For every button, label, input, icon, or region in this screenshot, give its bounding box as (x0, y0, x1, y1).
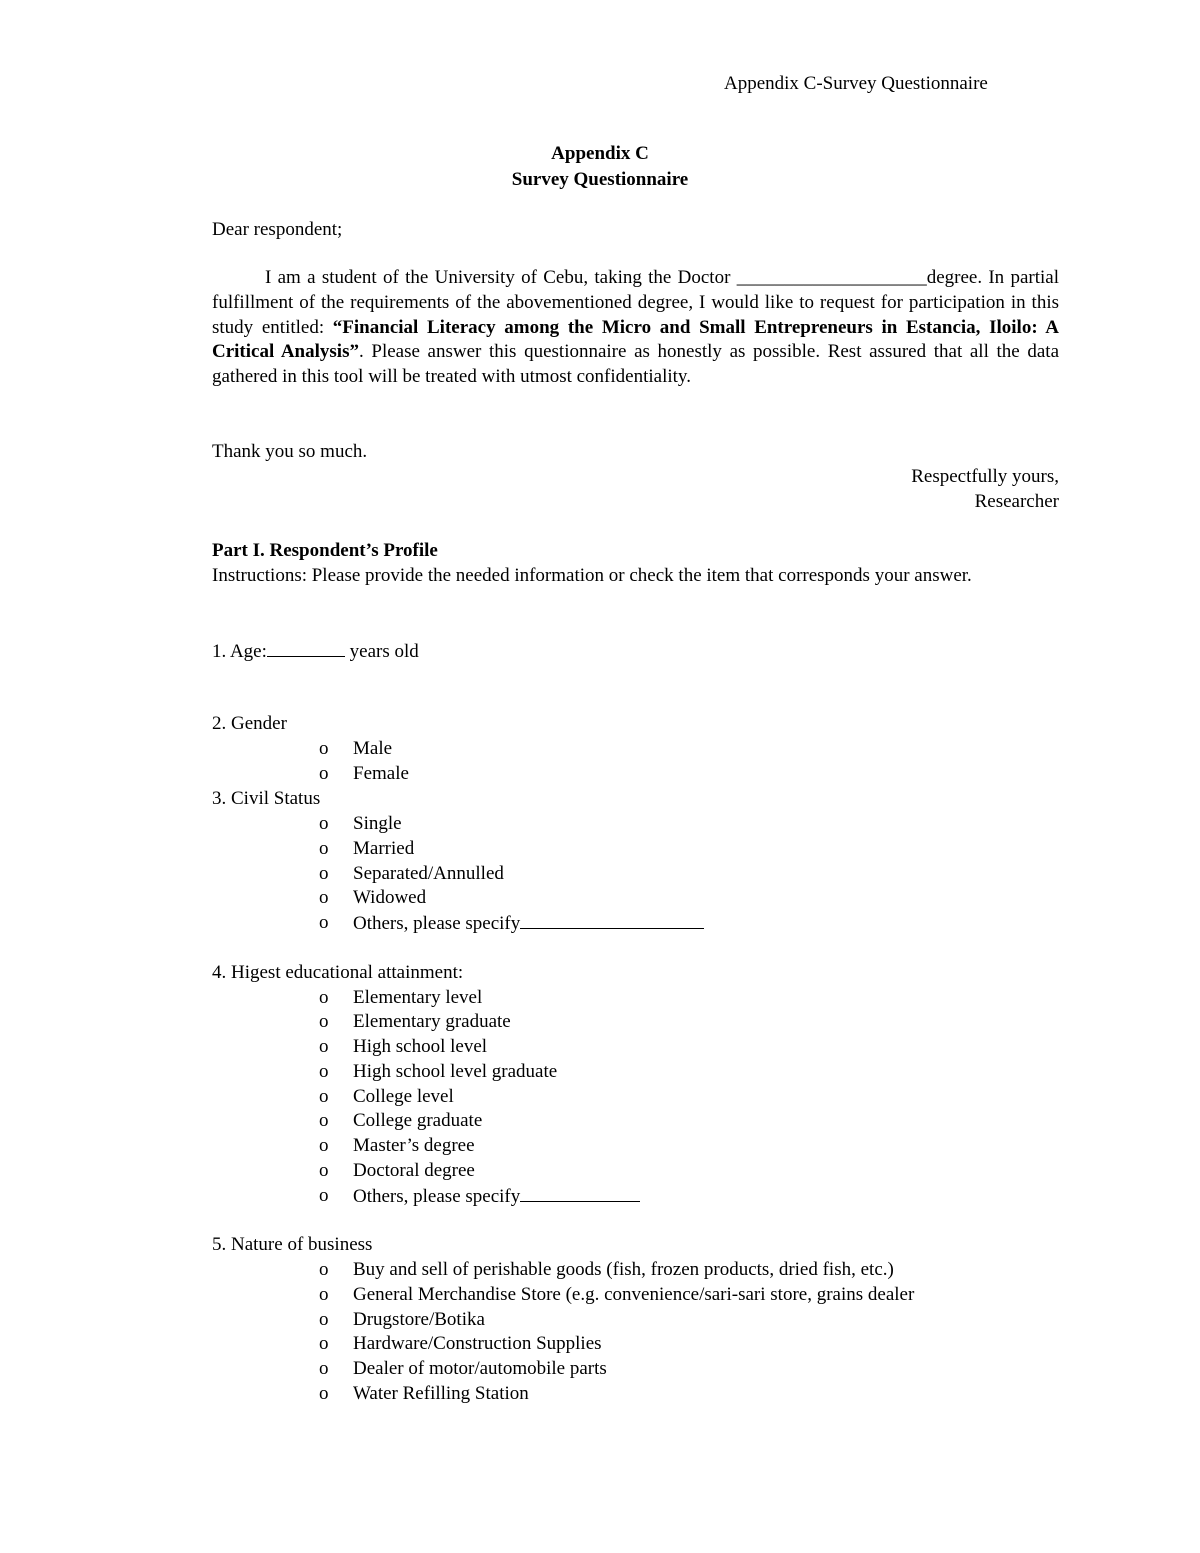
degree-blank[interactable]: ____________________ (736, 267, 927, 288)
bullet-icon[interactable]: o (319, 1036, 329, 1057)
study-title: “Financial Literacy among the Micro and Small Entrepreneurs in Estancia, Iloilo: A Critical Analysis” (212, 316, 1059, 363)
education-option: Elementary level (353, 987, 483, 1008)
bullet-icon[interactable]: o (319, 1160, 329, 1181)
bullet-icon[interactable]: o (319, 1135, 329, 1156)
part1-title: Part I. Respondent’s Profile (212, 540, 438, 561)
question-gender: 2. Gender (212, 713, 287, 734)
bullet-icon[interactable]: o (319, 763, 329, 784)
education-option: College level (353, 1086, 454, 1107)
bullet-icon[interactable]: o (319, 1061, 329, 1082)
education-specify-blank[interactable] (520, 1184, 640, 1202)
education-option: High school level graduate (353, 1061, 558, 1082)
bullet-icon[interactable]: o (319, 813, 329, 834)
civil-status-specify-blank[interactable] (520, 911, 704, 929)
bullet-icon[interactable]: o (319, 1185, 329, 1206)
gender-option: Female (353, 763, 409, 784)
bullet-icon[interactable]: o (319, 912, 329, 933)
business-option: Dealer of motor/automobile parts (353, 1358, 607, 1379)
civil-status-option: Separated/Annulled (353, 863, 504, 884)
bullet-icon[interactable]: o (319, 1333, 329, 1354)
education-option: Doctoral degree (353, 1160, 475, 1181)
bullet-icon[interactable]: o (319, 738, 329, 759)
bullet-icon[interactable]: o (319, 1284, 329, 1305)
bullet-icon[interactable]: o (319, 1383, 329, 1404)
bullet-icon[interactable]: o (319, 987, 329, 1008)
business-option: Hardware/Construction Supplies (353, 1333, 602, 1354)
bullet-icon[interactable]: o (319, 1358, 329, 1379)
education-option: High school level (353, 1036, 488, 1057)
civil-status-option: Married (353, 838, 415, 859)
civil-status-option-others: Others, please specify (353, 911, 704, 936)
question-education: 4. Higest educational attainment: (212, 962, 464, 983)
education-option-others: Others, please specify (353, 1184, 640, 1209)
question-age: 1. Age: years old (212, 641, 419, 662)
bullet-icon[interactable]: o (319, 1011, 329, 1032)
running-header: Appendix C-Survey Questionnaire (724, 73, 988, 94)
business-option: Water Refilling Station (353, 1383, 529, 1404)
bullet-icon[interactable]: o (319, 1110, 329, 1131)
education-option: Elementary graduate (353, 1011, 511, 1032)
education-option: College graduate (353, 1110, 483, 1131)
bullet-icon[interactable]: o (319, 1309, 329, 1330)
question-civil-status: 3. Civil Status (212, 788, 321, 809)
civil-status-option: Single (353, 813, 402, 834)
age-blank[interactable] (267, 639, 345, 657)
salutation: Dear respondent; (212, 219, 343, 240)
letter-paragraph: I am a student of the University of Cebu, taking the Doctor ____________________degree. In partial fulfillment of the requirements of the abovementioned degree, I would like to request for participation in this study entitled: “Financial Literacy among the Micro and Small Entrepreneurs in Estancia, Iloilo: A Critical Analysis”. Please answer this questionnaire as honestly as possible. Rest assured that all the data gathered in this tool will be treated with utmost confidentiality. (212, 267, 1059, 388)
civil-status-option: Widowed (353, 887, 427, 908)
business-option: General Merchandise Store (e.g. convenience/sari-sari store, grains dealer (353, 1284, 915, 1305)
business-option: Drugstore/Botika (353, 1309, 485, 1330)
question-business: 5. Nature of business (212, 1234, 373, 1255)
bullet-icon[interactable]: o (319, 863, 329, 884)
education-option: Master’s degree (353, 1135, 475, 1156)
gender-option: Male (353, 738, 393, 759)
title-line-1: Appendix C (551, 143, 649, 164)
signature-text: Researcher (974, 491, 1059, 512)
bullet-icon[interactable]: o (319, 1086, 329, 1107)
bullet-icon[interactable]: o (319, 887, 329, 908)
bullet-icon[interactable]: o (319, 1259, 329, 1280)
title-line-2: Survey Questionnaire (511, 169, 689, 190)
thanks-text: Thank you so much. (212, 441, 368, 462)
bullet-icon[interactable]: o (319, 838, 329, 859)
closing-text: Respectfully yours, (911, 466, 1059, 487)
business-option: Buy and sell of perishable goods (fish, frozen products, dried fish, etc.) (353, 1259, 894, 1280)
part1-instructions: Instructions: Please provide the needed information or check the item that corresponds your answer. (212, 565, 972, 586)
